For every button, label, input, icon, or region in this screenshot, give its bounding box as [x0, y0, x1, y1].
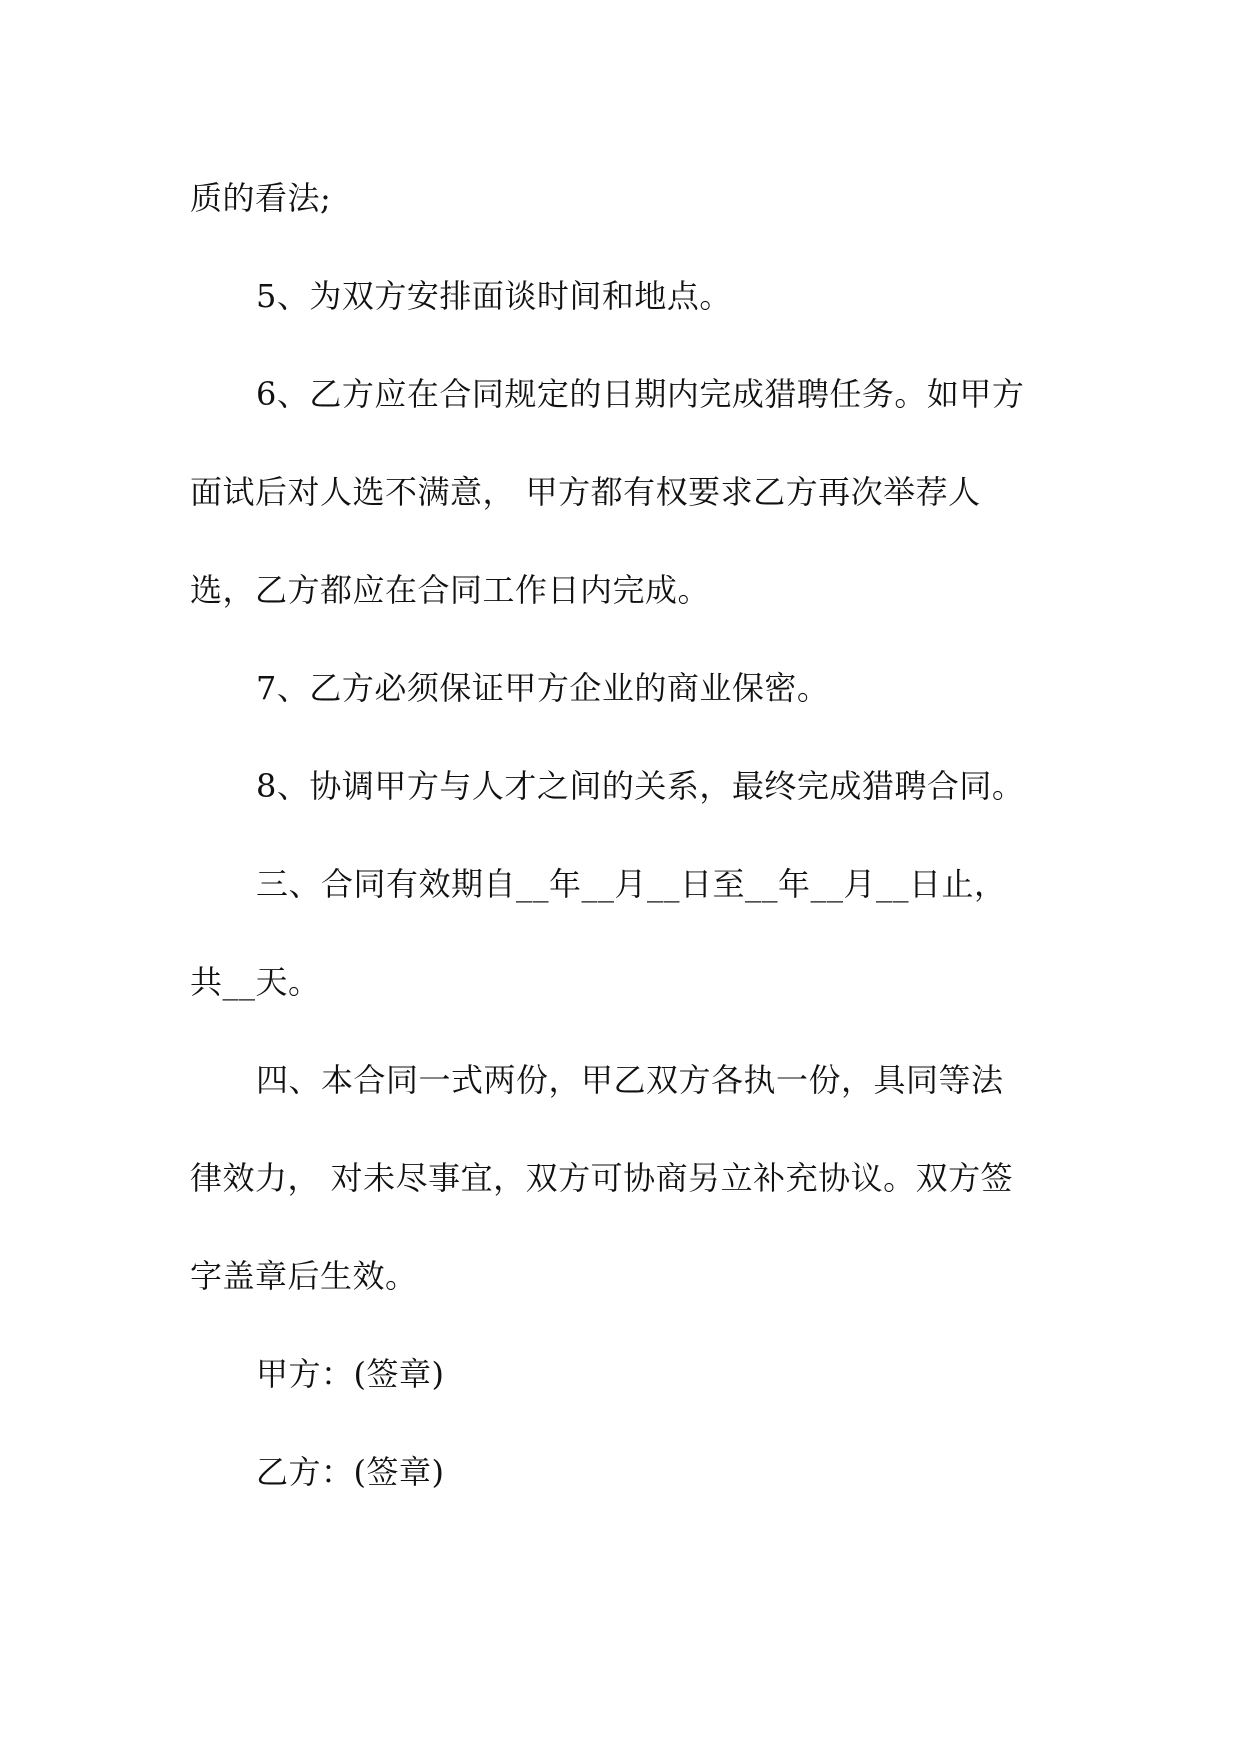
text-line-quality-view: 质的看法; [190, 179, 332, 217]
text-line-section-4-cont-1: 律效力， 对未尽事宜，双方可协商另立补充协议。双方签 [190, 1159, 1014, 1197]
text-line-item-8: 8、协调甲方与人才之间的关系，最终完成猎聘合同。 [256, 767, 1025, 805]
text-line-section-4: 四、本合同一式两份，甲乙双方各执一份，具同等法 [256, 1061, 1004, 1099]
text-line-section-3: 三、合同有效期自__年__月__日至__年__月__日止， [256, 865, 1007, 903]
text-line-section-4-cont-2: 字盖章后生效。 [190, 1257, 418, 1295]
text-line-item-6-cont-2: 选，乙方都应在合同工作日内完成。 [190, 571, 711, 609]
party-b-signature-line: 乙方：(签章) [256, 1453, 445, 1491]
party-a-signature-line: 甲方：(签章) [256, 1355, 445, 1393]
text-line-item-6: 6、乙方应在合同规定的日期内完成猎聘任务。如甲方 [256, 375, 1025, 413]
text-line-item-5: 5、为双方安排面谈时间和地点。 [256, 277, 732, 315]
text-line-item-6-cont-1: 面试后对人选不满意， 甲方都有权要求乙方再次举荐人 [190, 473, 981, 511]
text-line-section-3-cont: 共__天。 [190, 963, 321, 1001]
text-line-item-7: 7、乙方必须保证甲方企业的商业保密。 [256, 669, 830, 707]
